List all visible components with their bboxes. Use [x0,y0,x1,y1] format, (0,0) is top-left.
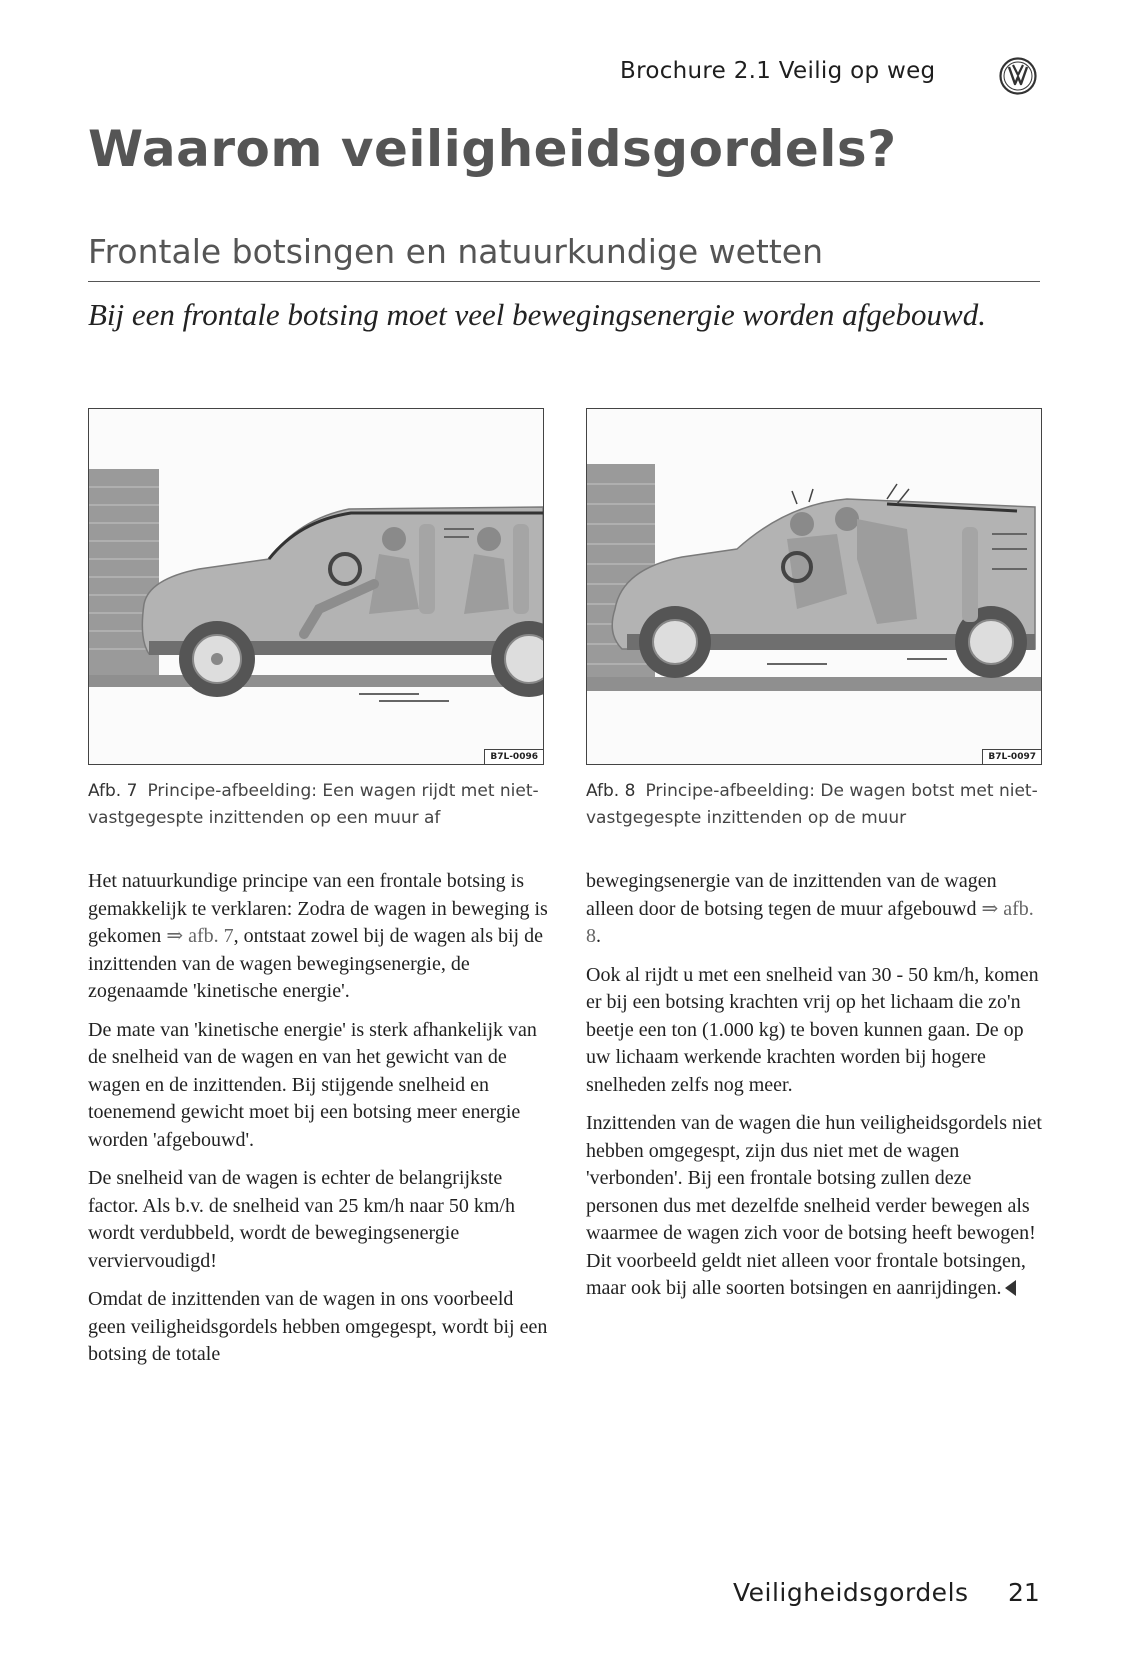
page-number: 21 [1008,1578,1040,1607]
body-column-left [88,868,548,1380]
figure-8 [586,408,1042,765]
paragraph-text: Inzittenden van de wagen die hun veiligheidsgordels niet hebben omgegespt, zijn dus niet met de wagen 'verbonden'. Bij een frontale botsing zullen deze personen dus met dezelfde snelheid verder bewegen als waarmee de wagen zich voor de botsing heeft bewogen! Dit voorbeeld geldt niet alleen voor frontale botsingen, maar ook bij alle soorten botsingen en aanrijdingen. [586,1112,1042,1299]
paragraph [88,868,548,1006]
caption-text: Principe-afbeelding: Een wagen rijdt met niet-vastgegespte inzittenden op een muur af [88,781,539,828]
lead-paragraph: Bij een frontale botsing moet veel bewegingsenergie worden afgebouwd. [88,297,986,332]
paragraph: De snelheid van de wagen is echter de belangrijkste factor. Als b.v. de snelheid van 25 km/h naar 50 km/h wordt verdubbeld, wordt de bewegingsenergie verviervoudigd! [88,1167,515,1272]
figure-caption-7 [88,778,558,832]
paragraph-text: , ontstaat zowel bij de wagen als bij de inzittenden van de wagen bewegingsenergie, de zogenaamde 'kinetische energie'. [88,925,543,1002]
figure-caption-8 [586,778,1056,832]
paragraph: Omdat de inzittenden van de wagen in ons voorbeeld geen veiligheidsgordels hebben omgegespt, wordt bij een botsing de totale [88,1288,548,1365]
running-head: Brochure 2.1 Veilig op weg [620,58,936,84]
paragraph-text: Het natuurkundige principe van een frontale botsing is gemakkelijk te verklaren: Zodra de wagen in beweging is gekomen [88,870,548,947]
page-title: Waarom veiligheidsgordels? [88,120,897,178]
section-divider [88,281,1040,282]
paragraph-text: . [596,925,601,947]
figure-number: Afb. 8 [586,781,636,801]
figure-code: B7L-0097 [982,749,1041,764]
vw-logo-icon [998,56,1038,96]
figure-reference-link[interactable]: ⇒ afb. 7 [166,925,234,947]
end-of-section-triangle-icon [1005,1280,1016,1296]
body-column-right [586,868,1046,1314]
section-title: Frontale botsingen en natuurkundige wetten [88,232,824,271]
caption-text: Principe-afbeelding: De wagen botst met niet-vastgegespte inzittenden op de muur [586,781,1038,828]
footer-section-title: Veiligheidsgordels [733,1578,969,1607]
paragraph [586,1110,1046,1303]
car-crash-illustration [587,409,1041,764]
car-driving-illustration [89,409,543,764]
figure-7 [88,408,544,765]
paragraph [586,868,1046,951]
figure-number: Afb. 7 [88,781,138,801]
paragraph-text: bewegingsenergie van de inzittenden van de wagen alleen door de botsing tegen de muur afgebouwd [586,870,997,920]
paragraph: Ook al rijdt u met een snelheid van 30 - 50 km/h, komen er bij een botsing krachten vrij op het lichaam die zo'n beetje een ton (1.000 kg) te boven kunnen gaan. De op uw lichaam werkende krachten worden bij hogere snelheden zelfs nog meer. [586,963,1039,1096]
figure-reference-link[interactable]: ⇒ afb. 8 [586,897,1034,947]
figure-code: B7L-0096 [484,749,543,764]
paragraph: De mate van 'kinetische energie' is sterk afhankelijk van de snelheid van de wagen en van het gewicht van de wagen en de inzittenden. Bij stijgende snelheid en toenemend gewicht moet bij een botsing meer energie worden 'afgebouwd'. [88,1018,537,1151]
